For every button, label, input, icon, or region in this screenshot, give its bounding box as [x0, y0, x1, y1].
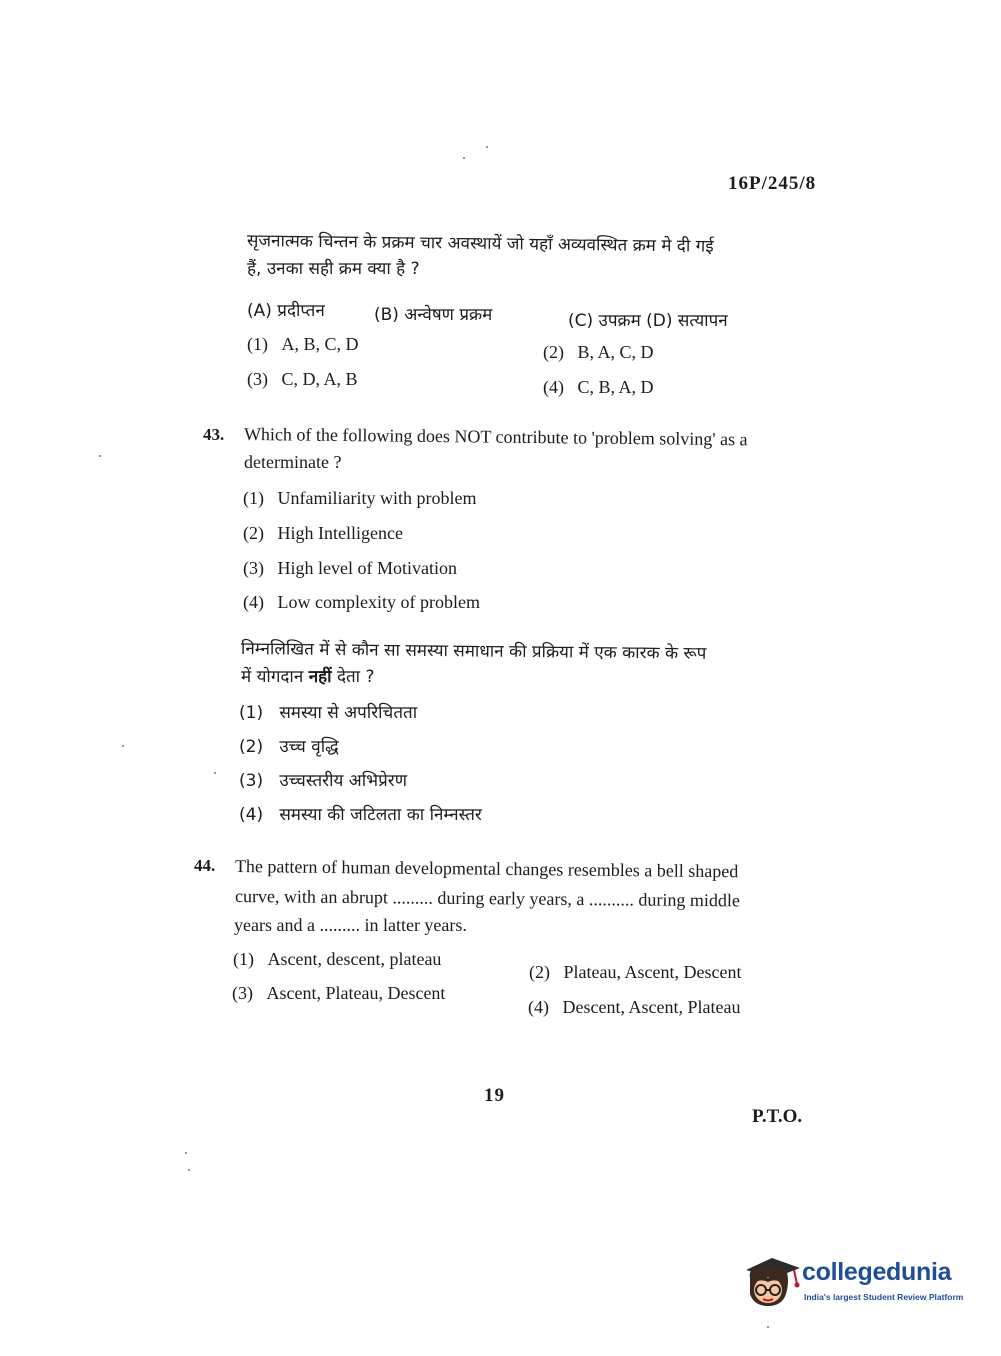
scan-speck	[185, 1152, 187, 1154]
page-number: 19	[484, 1085, 505, 1106]
option-text: उच्चस्तरीय अभिप्रेरण	[279, 771, 408, 791]
q43-option-4	[243, 592, 480, 613]
option-number: (4)	[243, 592, 264, 612]
q43-hindi-line-1: निम्नलिखित में से कौन सा समस्या समाधान की प्रक्रिया में एक कारक के रूप	[240, 639, 707, 664]
q44-option-2	[529, 962, 741, 983]
q42-hindi-line-1: सृजनात्मक चिन्तन के प्रक्रम चार अवस्थायें जो यहाँ अव्यवस्थित क्रम मे दी गई	[246, 231, 714, 257]
scan-speck	[214, 772, 216, 774]
q44-option-3	[232, 983, 445, 1004]
brand-text: collegedunia	[802, 1258, 952, 1286]
option-text: High Intelligence	[277, 523, 403, 543]
option-text: Plateau, Ascent, Descent	[563, 962, 742, 982]
option-text: समस्या से अपरिचितता	[279, 703, 418, 723]
option-text: A, B, C, D	[281, 334, 359, 354]
q44-question-line-3: years and a ......... in latter years.	[234, 915, 467, 935]
scan-speck	[463, 157, 465, 159]
scan-speck	[486, 146, 488, 148]
option-number: (3)	[247, 369, 268, 389]
option-text: C, B, A, D	[577, 377, 654, 397]
q44-option-1	[233, 949, 441, 970]
option-text: Ascent, Plateau, Descent	[266, 983, 446, 1003]
q42-option-2	[543, 342, 654, 363]
brand-tagline: India's largest Student Review Platform	[804, 1292, 964, 1302]
q43-question-line-1: Which of the following does NOT contribute to 'problem solving' as a	[243, 424, 748, 450]
q43-hindi-line-2	[241, 664, 375, 687]
option-number: (2)	[243, 523, 264, 543]
option-text: उच्च वृद्धि	[279, 737, 339, 757]
q43-option-1	[243, 488, 476, 509]
q43-hindi-option-1	[239, 700, 417, 723]
q43-option-2	[243, 523, 403, 544]
option-text: Low complexity of problem	[277, 592, 480, 612]
option-number: (1)	[239, 703, 264, 723]
collegedunia-watermark	[742, 1250, 967, 1310]
q44-question-line-1: The pattern of human developmental changes resembles a bell shaped	[234, 856, 739, 882]
q42-option-1	[247, 334, 359, 355]
brand-name	[802, 1258, 951, 1287]
q44-question-line-2: curve, with an abrupt ......... during early years, a .......... during middle	[234, 886, 740, 911]
option-text: Unfamiliarity with problem	[277, 488, 477, 508]
mascot-icon	[742, 1250, 804, 1310]
q43-hindi-option-2	[239, 734, 339, 757]
q42-hindi-line-2: हैं, उनका सही क्रम क्या है ?	[247, 259, 420, 279]
option-number: (1)	[247, 334, 268, 354]
scan-speck	[188, 1169, 190, 1171]
q42-stage-b: (B) अन्वेषण प्रक्रम	[374, 305, 493, 325]
q44-number: 44.	[194, 856, 216, 875]
q43-option-3	[243, 558, 457, 579]
q43-hindi-option-3	[239, 768, 407, 791]
option-number: (1)	[243, 488, 264, 508]
pto-label: P.T.O.	[752, 1106, 803, 1127]
hindi-emphasis: नहीं	[308, 667, 332, 687]
option-text: B, A, C, D	[577, 342, 654, 362]
option-text: समस्या की जटिलता का निम्नस्तर	[279, 805, 482, 825]
q42-stage-a: (A) प्रदीप्तन	[247, 301, 325, 321]
hindi-text: में योगदान	[241, 667, 304, 687]
option-text: C, D, A, B	[281, 369, 358, 389]
scan-speck	[122, 745, 124, 747]
option-text: Ascent, descent, plateau	[267, 949, 442, 969]
q44-option-4	[528, 997, 740, 1018]
option-number: (3)	[243, 558, 264, 578]
option-number: (2)	[239, 737, 264, 757]
paper-code: 16P/245/8	[728, 173, 817, 194]
hindi-text: देता ?	[336, 667, 375, 687]
option-text: High level of Motivation	[277, 558, 457, 578]
q42-option-4	[543, 377, 654, 398]
scan-speck	[767, 1326, 769, 1328]
q43-question-line-2: determinate ?	[244, 452, 342, 472]
option-number: (3)	[239, 771, 264, 791]
q42-stage-cd: (C) उपक्रम (D) सत्यापन	[568, 311, 728, 331]
option-number: (2)	[543, 342, 564, 362]
q42-option-3	[247, 369, 358, 390]
option-text: Descent, Ascent, Plateau	[562, 997, 741, 1017]
scan-speck	[99, 455, 101, 457]
option-number: (1)	[233, 949, 254, 969]
option-number: (4)	[528, 997, 549, 1017]
option-number: (4)	[239, 805, 264, 825]
option-number: (2)	[529, 962, 550, 982]
q43-number: 43.	[203, 425, 225, 444]
option-number: (4)	[543, 377, 564, 397]
q43-hindi-option-4	[239, 802, 482, 825]
option-number: (3)	[232, 983, 253, 1003]
